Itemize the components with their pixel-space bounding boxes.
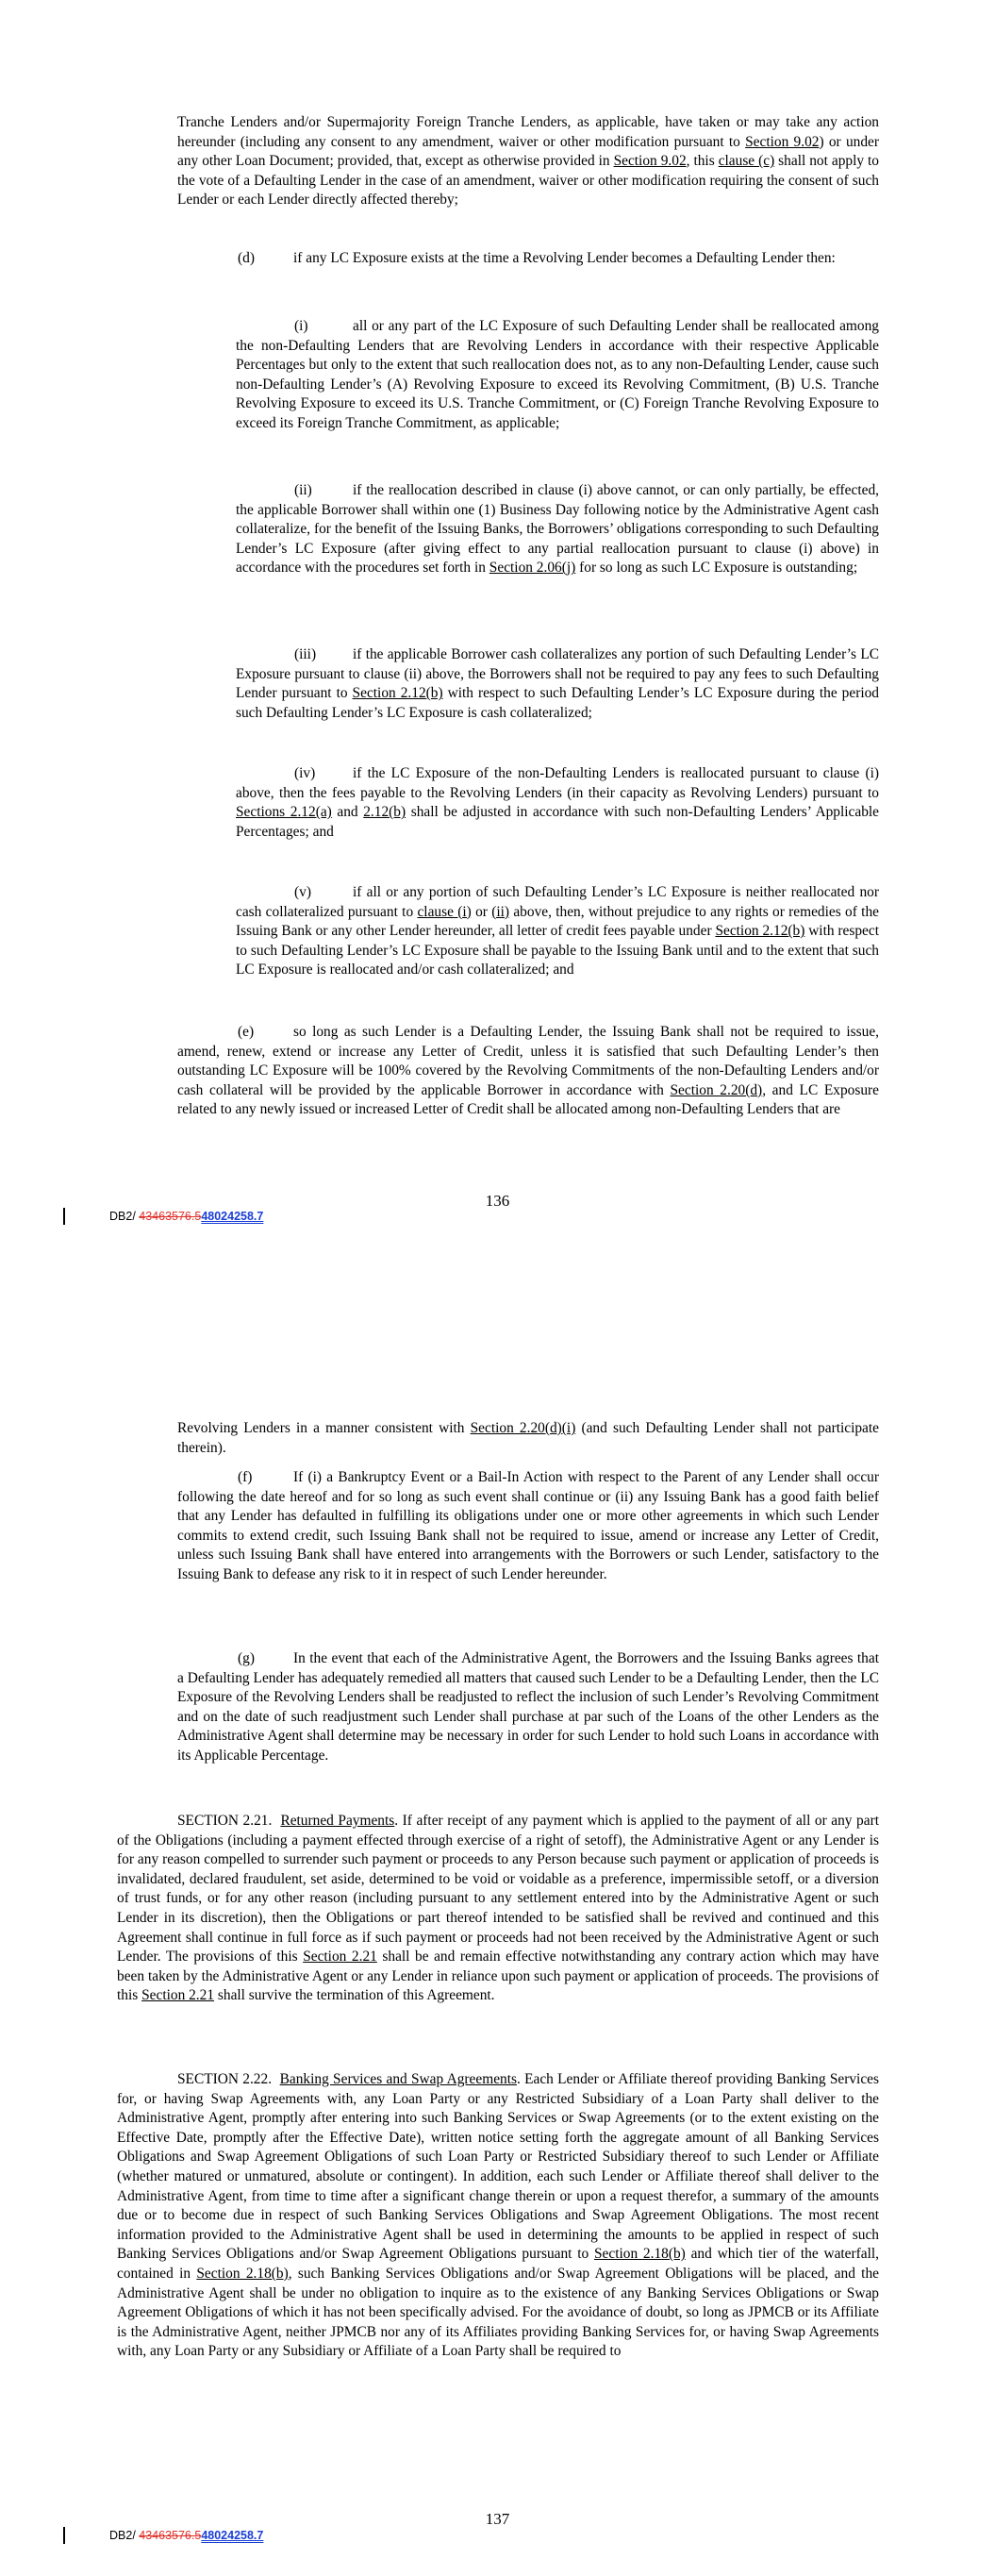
clause-label: (ii) [294, 482, 312, 498]
paragraph-d-v [236, 883, 879, 980]
cross-reference[interactable]: Section 2.20(d)(i) [470, 1420, 576, 1436]
text: In the event that each of the Administrative Agent, the Borrowers and the Issuing Banks agrees that a Defaulting Lender has adequately remedied all matters that caused such Lender to be a Defaulting Lender, then the LC Exposure of the Revolving Lenders shall be readjusted to reflect the inclusion of such Lender’s Revolving Commitment and on the date of such readjustment such Lender shall purchase at par such of the Loans of the other Lenders as the Administrative Agent shall determine may be necessary in order for such Lender to hold such Loans in accordance with its Applicable Percentage. [177, 1650, 879, 1764]
text: shall be and remain effective notwithstanding any contrary action which may have been taken by the Administrative Agent or any Lender in reliance upon such payment or application of proceeds. The provisions of this [117, 1949, 880, 2004]
document-id [109, 2529, 263, 2542]
section-2-21 [117, 1812, 879, 2006]
revision-bar [63, 1208, 65, 1225]
text: . If after receipt of any payment which is applied to the payment of all or any part of the Obligations (including a payment effected through exercise of a right of setoff), the Administrative Agent or any Lender is for any reason compelled to surrender such payment or proceeds to any Person because such payment or application of proceeds is invalidated, declared fraudulent, set aside, determined to be void or voidable as a preference, impermissible setoff, or a diversion of trust funds, or for any other reason (including pursuant to any settlement entered into by the Administrative Agent or such Lender in its discretion), then the Obligations or part thereof intended to be satisfied shall be revived and continued and this Agreement shall continue in full force as if such payment or proceeds had not been received by the Administrative Agent or such Lender. The provisions of this [117, 1813, 879, 1965]
section-heading: Banking Services and Swap Agreements [279, 2071, 517, 2087]
paragraph-d-ii [236, 481, 879, 578]
text: ) or under any other Loan Document; provided, that, except as otherwise provided in [177, 133, 879, 170]
document-id [109, 1210, 263, 1223]
text: If (i) a Bankruptcy Event or a Bail-In Action with respect to the Parent of any Lender shall occur following the date hereof and for so long as such event shall continue or (ii) any Issuing Bank has a good faith belief that any Lender has defaulted in fulfilling its obligations under one or more other agreements in which such Lender commits to extend credit, such Issuing Bank shall not be required to issue, amend or increase any Letter of Credit, unless such Issuing Bank shall have entered into arrangements with the Borrowers or such Lender, satisfactory to the Issuing Bank to defease any risk to it in respect of such Lender hereunder. [177, 1469, 879, 1582]
doc-id-deleted: 43463576.5 [139, 2529, 202, 2542]
clause-label: (d) [238, 250, 255, 266]
cross-reference[interactable]: Section 2.21 [303, 1949, 377, 1965]
text: if any LC Exposure exists at the time a Revolving Lender becomes a Defaulting Lender then: [293, 250, 836, 266]
text: all or any part of the LC Exposure of such Defaulting Lender shall be reallocated among the non-Defaulting Lenders that are Revolving Lenders in accordance with their respective Applicable Percentages but only to the extent that such reallocation does not, as to any non-Defaulting Lender, cause such non-Defaulting Lender’s (A) Revolving Exposure to exceed its Revolving Commitment, (B) U.S. Tranche Revolving Exposure to exceed its U.S. Tranche Commitment, or (C) Foreign Tranche Revolving Exposure to exceed its Foreign Tranche Commitment, as applicable; [236, 318, 879, 431]
text: shall be adjusted in accordance with such non-Defaulting Lenders’ Applicable Percentages; and [236, 804, 879, 840]
page-number: 137 [485, 2510, 510, 2528]
section-2-22 [117, 2070, 879, 2362]
revision-bar [63, 2527, 65, 2544]
paragraph-d [177, 249, 879, 269]
doc-id-inserted: 48024258.7 [201, 2529, 264, 2542]
text: above, then, without prejudice to any rights or remedies of the Issuing Bank or any other Lender hereunder, all letter of credit fees payable under [236, 903, 879, 940]
section-heading: Returned Payments [280, 1813, 395, 1829]
text: (and such Defaulting Lender shall not participate therein). [177, 1420, 879, 1456]
paragraph-f [177, 1468, 879, 1585]
cross-reference[interactable]: Section 2.18(b) [196, 2265, 289, 2282]
page-137 [0, 1283, 995, 2576]
text: shall survive the termination of this Agreement. [214, 1987, 495, 2004]
cross-reference[interactable]: Section 2.18(b) [593, 2246, 686, 2263]
clause-label: (i) [294, 318, 308, 334]
text: if all or any portion of such Defaulting Lender’s LC Exposure is neither reallocated nor cash collateralized pursuant to [236, 884, 879, 920]
text: , such Banking Services Obligations and/or Swap Agreement Obligations will be placed, and the Administrative Agent shall be under no obligation to inquire as to the existence of any Banking Services Obligations or Swap Agreement Obligations of which it has not been specifically advised. For the avoidance of doubt, so long as JPMCB or its Affiliate is the Administrative Agent, neither JPMCB nor any of its Affiliates providing Banking Services for, or having Swap Agreements with, any Loan Party or any Subsidiary or Affiliate of a Loan Party shall be required to [117, 2265, 879, 2360]
doc-id-inserted: 48024258.7 [201, 1210, 264, 1223]
doc-id-deleted: 43463576.5 [139, 1210, 202, 1223]
section-label: SECTION 2.22. [177, 2071, 273, 2087]
cross-reference[interactable]: Section 2.12(b) [715, 923, 805, 940]
clause-label: (v) [294, 884, 311, 900]
paragraph-e [177, 1023, 879, 1120]
paragraph-g [177, 1649, 879, 1766]
cross-reference[interactable]: Section 2.21 [141, 1987, 215, 2004]
cross-reference[interactable]: Section 9.02 [745, 133, 820, 150]
paragraph-c-continuation [177, 113, 879, 210]
clause-label: (e) [238, 1024, 255, 1040]
cross-reference[interactable]: Section 2.20(d) [670, 1081, 763, 1098]
text: if the reallocation described in clause (i) above cannot, or can only partially, be effected, the applicable Borrower shall within one (1) Business Day following notice by the Administrative Agent cash collateralize, for the benefit of the Issuing Banks, the Borrowers’ obligations corresponding to such Defaulting Lender’s LC Exposure (after giving effect to any partial reallocation pursuant to clause (i) above) in accordance with the procedures set forth in [236, 482, 879, 577]
paragraph-d-iv [236, 764, 879, 842]
section-label: SECTION 2.21. [177, 1813, 273, 1829]
doc-id-prefix: DB2/ [109, 1210, 140, 1223]
cross-reference[interactable]: 2.12(b) [363, 804, 406, 821]
text: if the applicable Borrower cash collateralizes any portion of such Defaulting Lender’s LC Exposure pursuant to clause (ii) above, the Borrowers shall not be required to pay any fees to such Defaulting Lender pursuant to [236, 646, 879, 702]
text: Revolving Lenders in a manner consistent with [177, 1420, 471, 1436]
cross-reference[interactable]: clause (i) [417, 903, 472, 920]
doc-id-prefix: DB2/ [109, 2529, 140, 2542]
clause-label: (iii) [294, 646, 317, 662]
clause-label: (g) [238, 1650, 255, 1666]
text: . Each Lender or Affiliate thereof providing Banking Services for, or having Swap Agreements with, any Loan Party or any Restricted Subsidiary of a Loan Party shall deliver to the Administrative Agent, promptly after entering into such Banking Services or Swap Agreements (or to the extent existing on the Effective Date, promptly after the Effective Date), written notice setting forth the aggregate amount of all Banking Services Obligations and Swap Agreement Obligations of such Loan Party or Restricted Subsidiary thereof to such Lender or Affiliate (whether matured or unmatured, absolute or contingent). In addition, each such Lender or Affiliate thereof shall deliver to the Administrative Agent, from time to time after a significant change therein or upon a request therefor, a summary of the amounts due or to become due in respect of such Banking Services Obligations and Swap Agreement Obligations. The most recent information provided to the Administrative Agent shall be used in determining the amounts to be applied in respect of such Banking Services Obligations and/or Swap Agreement Obligations pursuant to [117, 2071, 879, 2263]
text: or [471, 903, 492, 920]
paragraph-d-i [236, 317, 879, 434]
text: , and LC Exposure related to any newly issued or increased Letter of Credit shall be allocated among non-Defaulting Lenders that are [177, 1081, 879, 1118]
text: , this [686, 153, 719, 170]
cross-reference[interactable]: Section 2.06(j) [489, 560, 576, 577]
text: with respect to such Defaulting Lender’s LC Exposure shall be payable to the Issuing Bank until and to the extent that such LC Exposure is reallocated and/or cash collateralized; and [236, 923, 879, 979]
clause-label: (f) [238, 1469, 253, 1485]
cross-reference[interactable]: Section 9.02 [613, 153, 687, 170]
paragraph-d-iii [236, 645, 879, 723]
cross-reference[interactable]: Section 2.12(b) [352, 685, 443, 702]
text: for so long as such LC Exposure is outstanding; [575, 560, 858, 577]
page-number: 136 [485, 1192, 510, 1210]
text: and which tier of the waterfall, contained in [117, 2246, 879, 2282]
cross-reference[interactable]: (ii) [491, 903, 510, 920]
cross-reference[interactable]: clause (c) [718, 153, 775, 170]
text: shall not apply to the vote of a Defaulting Lender in the case of an amendment, waiver or other modification requiring the consent of such Lender or each Lender directly affected thereby; [177, 153, 880, 209]
cross-reference[interactable]: Sections 2.12(a) [236, 804, 332, 821]
text: so long as such Lender is a Defaulting Lender, the Issuing Bank shall not be required to issue, amend, renew, extend or increase any Letter of Credit, unless it is satisfied that such Defaulting Lender’s then outstanding LC Exposure will be 100% covered by the Revolving Commitments of the non-Defaulting Lenders and/or cash collateral will be provided by the applicable Borrower in accordance with [177, 1024, 879, 1098]
paragraph-e-continuation [177, 1419, 879, 1458]
text: and [331, 804, 364, 821]
clause-label: (iv) [294, 765, 316, 781]
page-136 [0, 0, 995, 1283]
text: Tranche Lenders and/or Supermajority Foreign Tranche Lenders, as applicable, have taken or may take any action hereunder (including any consent to any amendment, waiver or other modification pursuant to [177, 114, 879, 150]
text: if the LC Exposure of the non-Defaulting Lenders is reallocated pursuant to clause (i) above, then the fees payable to the Revolving Lenders (in their capacity as Revolving Lenders) pursuant to [236, 765, 879, 801]
text: with respect to such Defaulting Lender’s LC Exposure during the period such Defaulting Lender’s LC Exposure is cash collateralized; [236, 685, 879, 721]
